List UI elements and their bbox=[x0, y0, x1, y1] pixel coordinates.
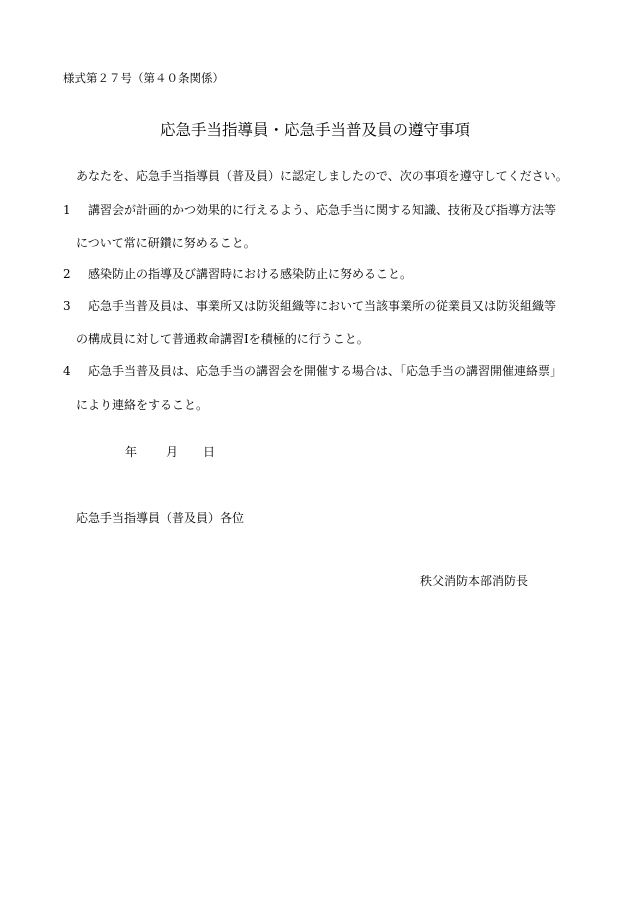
item-1-continuation: について常に研鑽に努めること。 bbox=[76, 236, 256, 250]
intro-paragraph: あなたを、応急手当指導員（普及員）に認定しましたので、次の事項を遵守してください。 bbox=[76, 169, 568, 183]
item-2 bbox=[63, 265, 412, 282]
item-3-text: 応急手当普及員は、事業所又は防災組織等において当該事業所の従業員又は防災組織等 bbox=[88, 299, 557, 313]
item-3-number: 3 bbox=[63, 299, 71, 313]
item-1-text: 講習会が計画的かつ効果的に行えるよう、応急手当に関する知識、技術及び指導方法等 bbox=[88, 203, 557, 217]
item-1-number: 1 bbox=[63, 203, 71, 217]
addressee: 応急手当指導員（普及員）各位 bbox=[76, 511, 245, 525]
item-3 bbox=[63, 297, 556, 314]
item-2-text: 感染防止の指導及び講習時における感染防止に努めること。 bbox=[88, 267, 413, 281]
item-3-continuation: の構成員に対して普通救命講習Ⅰを積極的に行うこと。 bbox=[76, 332, 369, 346]
item-4-continuation: により連絡をすること。 bbox=[76, 398, 209, 412]
document-title: 応急手当指導員・応急手当普及員の遵守事項 bbox=[159, 121, 470, 139]
item-1 bbox=[63, 201, 556, 218]
item-4 bbox=[63, 362, 562, 379]
form-number: 様式第２７号（第４０条関係） bbox=[63, 71, 224, 85]
item-4-text: 応急手当普及員は、応急手当の講習会を開催する場合は、「応急手当の講習開催連絡票」 bbox=[88, 364, 563, 378]
date-day: 日 bbox=[203, 445, 216, 459]
item-4-number: 4 bbox=[63, 364, 71, 378]
date-year: 年 bbox=[125, 445, 138, 459]
date-line bbox=[125, 443, 215, 460]
item-2-number: 2 bbox=[63, 267, 71, 281]
issuer: 秩父消防本部消防長 bbox=[420, 574, 529, 588]
date-month: 月 bbox=[166, 445, 179, 459]
